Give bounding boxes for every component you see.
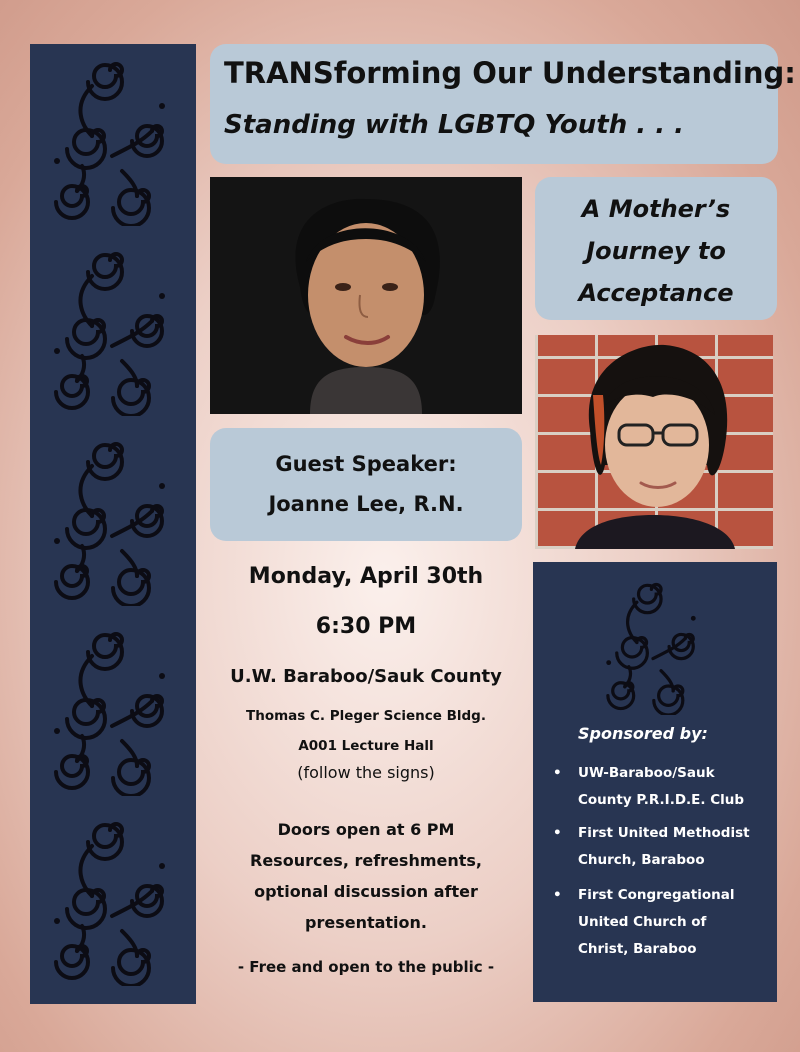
spiral-decoration-icon (42, 236, 182, 416)
event-venue: U.W. Baraboo/Sauk County (230, 666, 502, 687)
event-detail: Doors open at 6 PM (277, 820, 455, 839)
sponsor-heading: Sponsored by: (578, 724, 708, 743)
event-detail: presentation. (305, 913, 427, 932)
event-date: Monday, April 30th (248, 564, 484, 589)
spiral-decoration-icon (42, 806, 182, 986)
spiral-decoration-icon (42, 46, 182, 226)
speaker-name: Joanne Lee, R.N. (268, 492, 464, 516)
spiral-decoration-icon (42, 616, 182, 796)
spiral-decoration-icon (42, 426, 182, 606)
sponsor-line: First United Methodist (578, 825, 750, 841)
sponsor-line: UW-Baraboo/Sauk (578, 765, 715, 781)
sponsor-line: First Congregational (578, 887, 735, 903)
event-detail: optional discussion after (254, 882, 478, 901)
left-decorative-panel (30, 44, 196, 1004)
event-time: 6:30 PM (315, 614, 417, 639)
subtitle-line: Acceptance (578, 279, 734, 307)
sponsor-line: Church, Baraboo (578, 852, 705, 868)
subtitle-line: A Mother’s (581, 195, 731, 223)
event-title: TRANSforming Our Understanding: (224, 56, 796, 90)
event-note: - Free and open to the public - (237, 958, 495, 976)
event-directions: (follow the signs) (297, 763, 435, 782)
youth-photo (535, 335, 773, 549)
bullet-icon: • (553, 825, 562, 841)
event-tagline: Standing with LGBTQ Youth . . . (224, 110, 685, 140)
speaker-box (210, 428, 522, 541)
speaker-photo (210, 177, 522, 414)
title-box (210, 44, 796, 164)
subtitle-box (535, 177, 777, 320)
bullet-icon: • (553, 887, 562, 903)
event-detail: Resources, refreshments, (250, 851, 482, 870)
sponsor-panel (533, 562, 777, 1002)
event-room: A001 Lecture Hall (298, 738, 434, 754)
speaker-label: Guest Speaker: (275, 452, 457, 476)
bullet-icon: • (553, 765, 562, 781)
sponsor-line: County P.R.I.D.E. Club (578, 792, 745, 808)
event-building: Thomas C. Pleger Science Bldg. (246, 708, 486, 724)
sponsor-line: Christ, Baraboo (578, 941, 697, 957)
sponsor-line: United Church of (578, 914, 707, 930)
spiral-decoration-icon (553, 570, 753, 715)
subtitle-line: Journey to (586, 237, 726, 265)
